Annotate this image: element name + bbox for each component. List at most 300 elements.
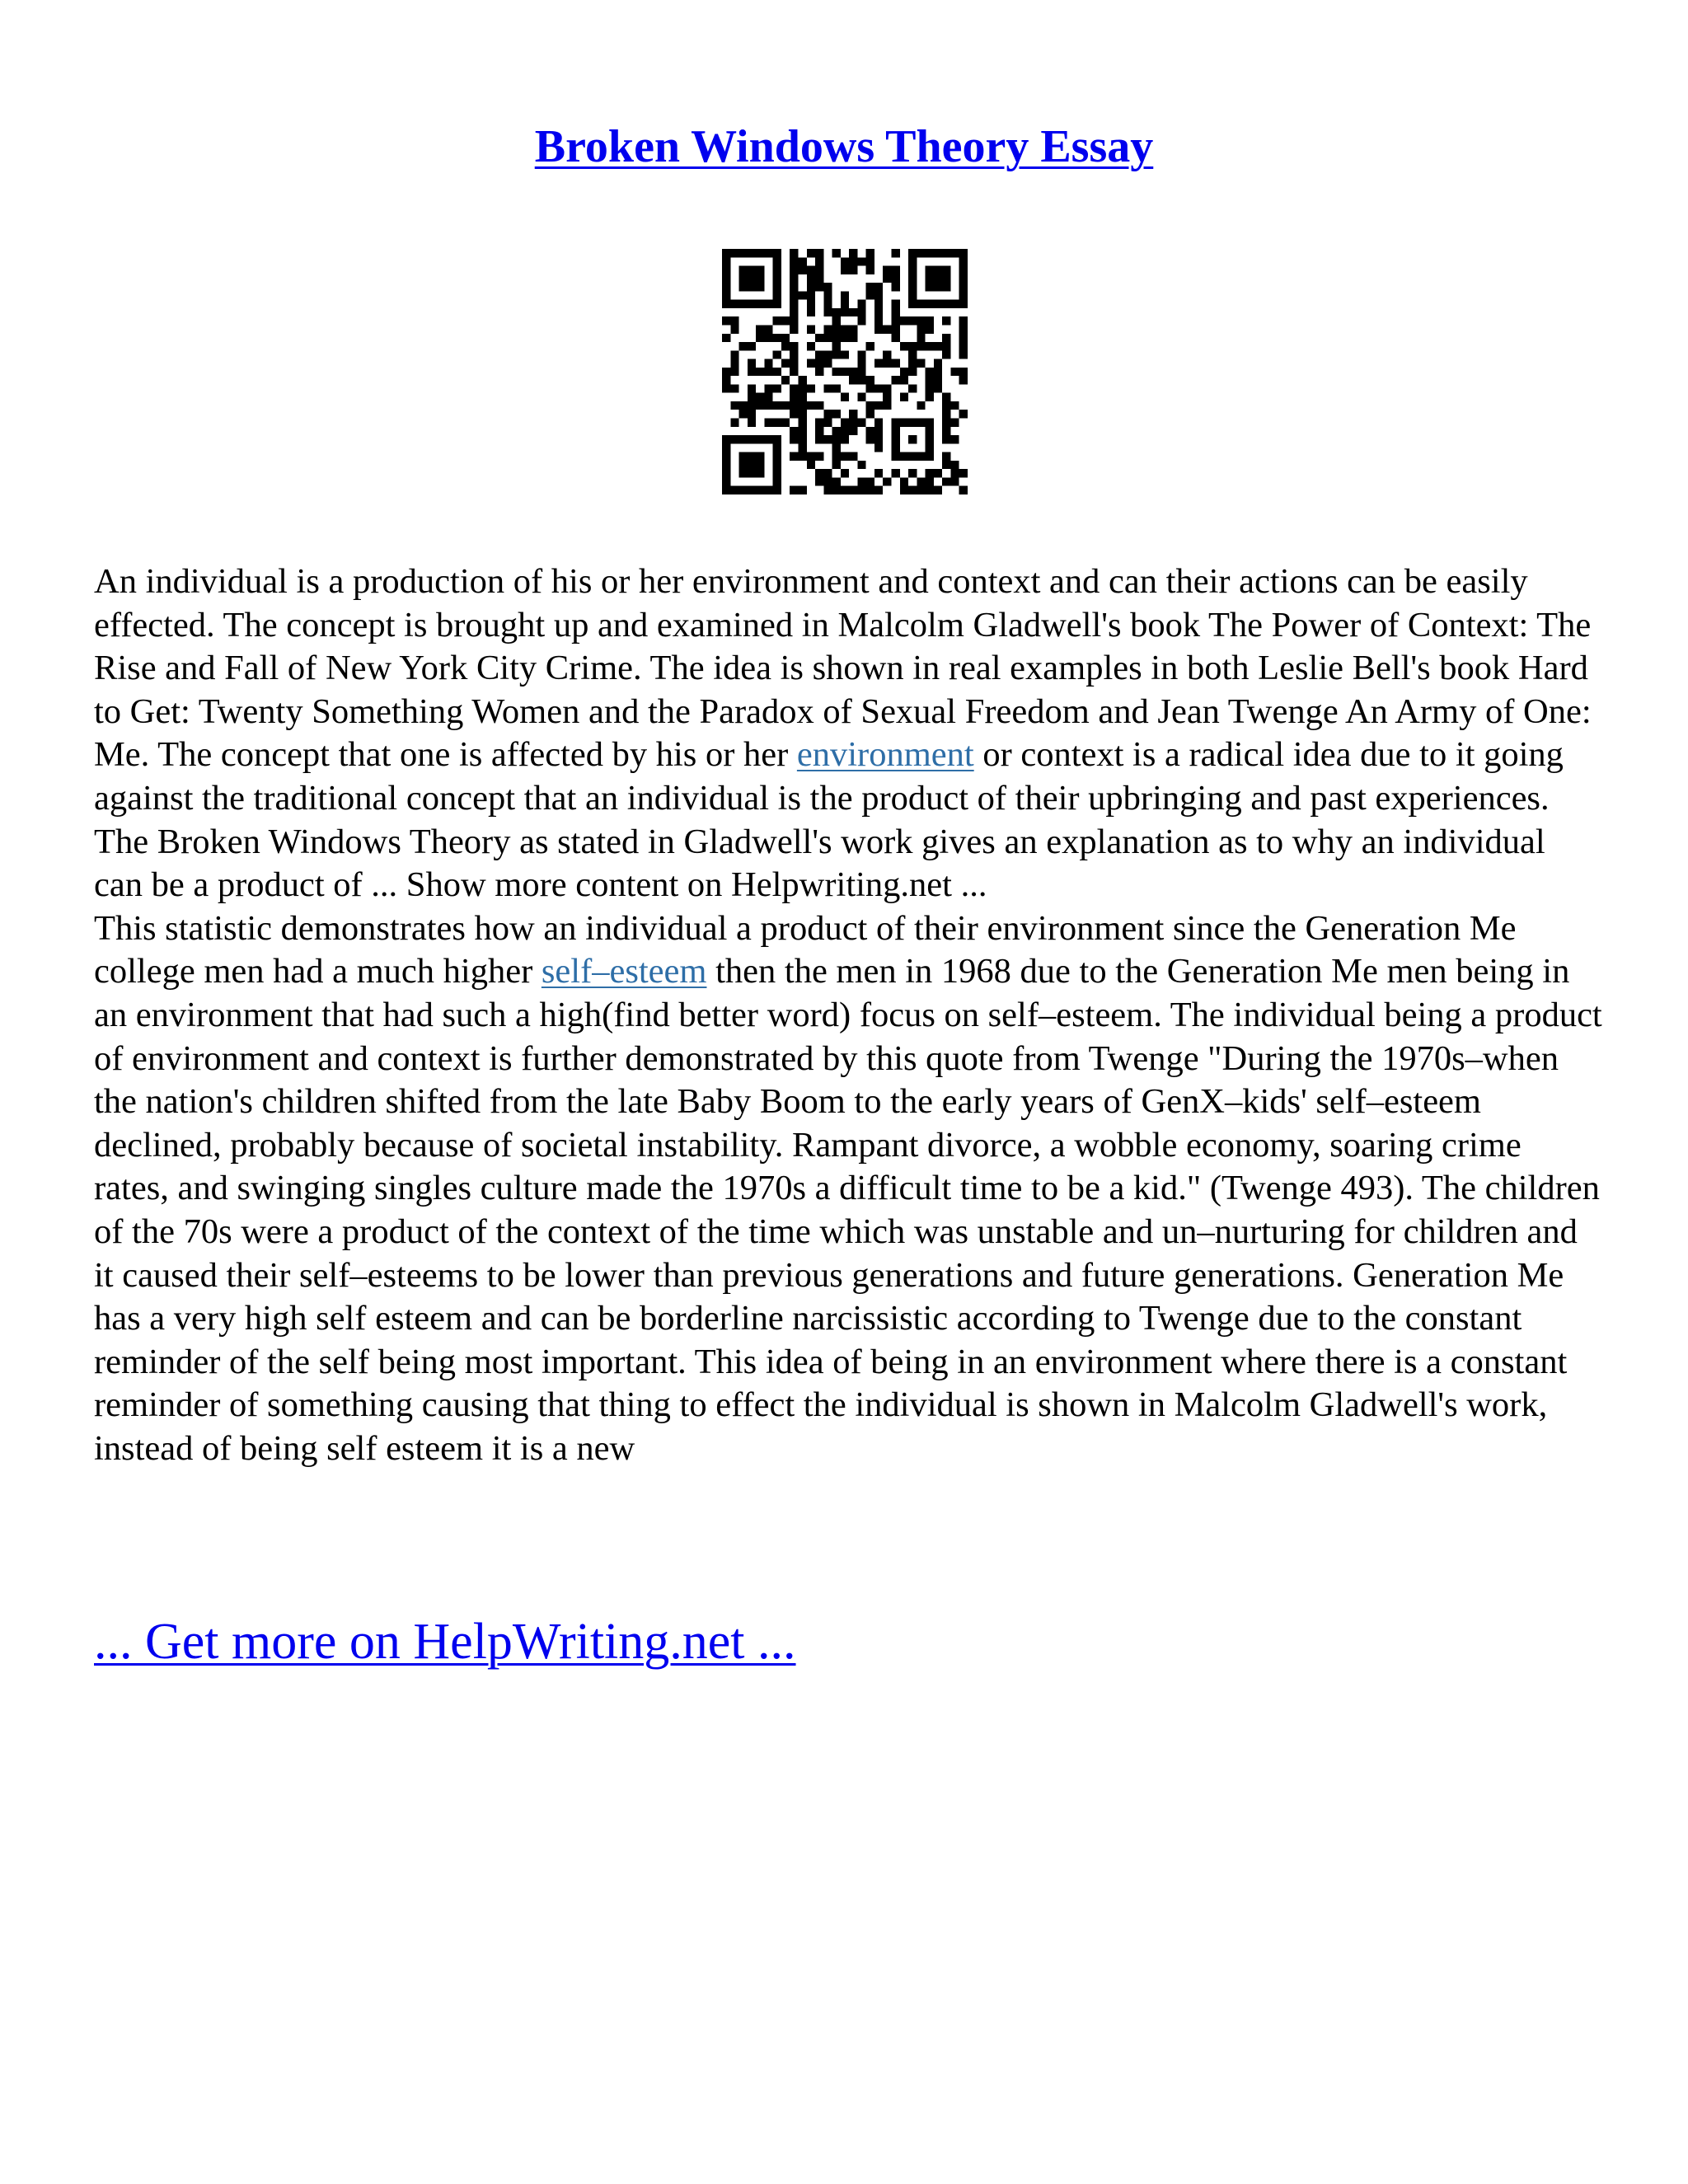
qr-module (756, 393, 764, 401)
qr-module (866, 477, 874, 485)
qr-module (773, 350, 781, 359)
qr-module (857, 461, 865, 469)
qr-module (798, 393, 806, 401)
qr-module (781, 359, 790, 368)
qr-module (959, 350, 968, 359)
qr-module (942, 435, 950, 443)
qr-module (832, 427, 841, 435)
qr-module (934, 359, 942, 368)
qr-module (790, 308, 798, 316)
qr-module (908, 316, 917, 325)
qr-module (815, 249, 823, 257)
qr-module (832, 368, 841, 376)
qr-module (790, 291, 798, 299)
qr-module (866, 249, 874, 257)
qr-module (841, 393, 849, 401)
qr-module (841, 291, 849, 299)
qr-module (849, 410, 857, 418)
qr-module (764, 419, 772, 427)
get-more-container (94, 1609, 796, 1675)
qr-module (900, 486, 908, 494)
qr-module (781, 316, 790, 325)
qr-module (900, 376, 908, 384)
qr-module (807, 359, 815, 368)
qr-module (773, 334, 781, 342)
qr-module (748, 401, 756, 410)
qr-module (815, 266, 823, 274)
qr-module (942, 477, 950, 485)
qr-module (959, 368, 968, 376)
qr-module (730, 350, 738, 359)
qr-module (807, 342, 815, 350)
qr-module (832, 325, 841, 333)
qr-module (798, 435, 806, 443)
qr-module (730, 368, 738, 376)
qr-module (857, 316, 865, 325)
qr-module (756, 401, 764, 410)
qr-module (926, 384, 934, 392)
qr-module (942, 334, 950, 342)
qr-module (798, 257, 806, 265)
qr-module (790, 359, 798, 368)
qr-module (849, 249, 857, 257)
qr-module (883, 401, 891, 410)
qr-module (798, 291, 806, 299)
qr-module (900, 368, 908, 376)
qr-module (892, 266, 900, 274)
qr-module (874, 283, 883, 291)
qr-module (773, 419, 781, 427)
qr-module (849, 325, 857, 333)
qr-module (934, 376, 942, 384)
qr-module (874, 427, 883, 435)
qr-module (849, 308, 857, 316)
qr-module (874, 316, 883, 325)
qr-module (849, 419, 857, 427)
qr-module (756, 325, 764, 333)
qr-module (807, 461, 815, 469)
qr-module (892, 376, 900, 384)
qr-module (857, 308, 865, 316)
qr-module (790, 342, 798, 350)
qr-module (841, 334, 849, 342)
qr-module (883, 350, 891, 359)
paragraph-2-text-start: This statistic demonstrates how an individual a product of their environment since the Generation Me college men had a much higher (94, 908, 1517, 991)
qr-module (908, 469, 917, 477)
qr-module (942, 401, 950, 410)
qr-module (790, 266, 798, 274)
qr-module (950, 461, 959, 469)
qr-module (722, 368, 730, 376)
qr-module (908, 359, 917, 368)
qr-module (798, 401, 806, 410)
qr-module (798, 266, 806, 274)
qr-module (722, 316, 730, 325)
qr-module (832, 342, 841, 350)
qr-module (832, 443, 841, 452)
qr-module (730, 316, 738, 325)
qr-module (841, 300, 849, 308)
qr-module (926, 325, 934, 333)
qr-module (756, 334, 764, 342)
qr-module (866, 486, 874, 494)
qr-module (942, 427, 950, 435)
qr-module (841, 325, 849, 333)
qr-module (883, 274, 891, 283)
qr-module (790, 274, 798, 283)
qr-module (841, 435, 849, 443)
qr-module (781, 401, 790, 410)
qr-module (866, 410, 874, 418)
qr-module (892, 469, 900, 477)
qr-module (748, 384, 756, 392)
qr-module (892, 274, 900, 283)
qr-module (764, 368, 772, 376)
qr-module (790, 316, 798, 325)
qr-module (748, 410, 756, 418)
qr-module (773, 384, 781, 392)
qr-module (926, 376, 934, 384)
qr-module (807, 283, 815, 291)
qr-module (917, 342, 925, 350)
qr-module (874, 401, 883, 410)
qr-module (874, 384, 883, 392)
page-title (0, 114, 1688, 180)
qr-module (950, 419, 959, 427)
qr-module (773, 401, 781, 410)
qr-module (857, 419, 865, 427)
qr-module (823, 477, 832, 485)
self-esteem-link[interactable]: self–esteem (541, 952, 707, 991)
qr-module (874, 291, 883, 299)
qr-module (883, 266, 891, 274)
qr-module (823, 419, 832, 427)
qr-module (857, 376, 865, 384)
qr-module (857, 477, 865, 485)
qr-module (764, 359, 772, 368)
qr-module (959, 325, 968, 333)
qr-module (866, 257, 874, 265)
qr-module (823, 308, 832, 316)
qr-module (815, 401, 823, 410)
qr-module (764, 334, 772, 342)
qr-module (790, 486, 798, 494)
qr-module (841, 350, 849, 359)
qr-module (841, 419, 849, 427)
qr-module (764, 325, 772, 333)
qr-module (917, 401, 925, 410)
qr-module (900, 393, 908, 401)
qr-module (917, 486, 925, 494)
qr-module (815, 452, 823, 461)
qr-module (866, 283, 874, 291)
qr-module (823, 291, 832, 299)
qr-module (790, 368, 798, 376)
qr-module (832, 435, 841, 443)
qr-module (849, 486, 857, 494)
qr-module (807, 325, 815, 333)
qr-module (832, 461, 841, 469)
qr-module (917, 325, 925, 333)
qr-module (917, 359, 925, 368)
qr-module (815, 274, 823, 283)
qr-module (790, 300, 798, 308)
qr-module (857, 393, 865, 401)
qr-module (815, 334, 823, 342)
qr-module (798, 376, 806, 384)
qr-module (841, 266, 849, 274)
qr-module (942, 350, 950, 359)
qr-module (908, 350, 917, 359)
qr-module (857, 257, 865, 265)
qr-module (892, 249, 900, 257)
qr-module (722, 384, 730, 392)
qr-module (815, 477, 823, 485)
qr-module (959, 469, 968, 477)
qr-module (942, 342, 950, 350)
qr-module (942, 393, 950, 401)
qr-module (790, 283, 798, 291)
essay-paragraph-1 (94, 560, 1602, 907)
qr-module (866, 266, 874, 274)
qr-module (892, 300, 900, 308)
qr-module (883, 477, 891, 485)
qr-module (900, 316, 908, 325)
qr-module (815, 359, 823, 368)
qr-module (942, 461, 950, 469)
qr-module (874, 325, 883, 333)
qr-module (841, 257, 849, 265)
qr-module (730, 359, 738, 368)
qr-module (790, 401, 798, 410)
qr-module (807, 249, 815, 257)
qr-module (908, 384, 917, 392)
qr-module (942, 410, 950, 418)
qr-module (950, 435, 959, 443)
qr-module (764, 384, 772, 392)
qr-module (798, 427, 806, 435)
qr-module (942, 419, 950, 427)
paragraph-1-text-start: An individual is a production of his or her environment and context and can their actions can be easily effected. The concept is brought up and examined in Malcolm Gladwell's book The Power of Context: The Rise and Fall of New York City Crime. The idea is shown in real examples in both Leslie Bell's book Hard to Get: Twenty Something Women and the Paradox of Sexual Freedom and Jean Twenge An Army of One: Me. The concept that one is affected by his or her (94, 562, 1592, 775)
qr-module (807, 452, 815, 461)
qr-module (748, 393, 756, 401)
qr-module (807, 266, 815, 274)
essay-body (94, 560, 1602, 1470)
qr-module (934, 342, 942, 350)
qr-module (841, 452, 849, 461)
qr-module (866, 401, 874, 410)
qr-module (832, 452, 841, 461)
qr-module (959, 376, 968, 384)
qr-module (798, 419, 806, 427)
qr-module (950, 401, 959, 410)
qr-module (866, 376, 874, 384)
qr-module (832, 486, 841, 494)
qr-module (866, 427, 874, 435)
qr-module (866, 291, 874, 299)
qr-module (959, 410, 968, 418)
qr-module (832, 334, 841, 342)
qr-module (874, 300, 883, 308)
get-more-link[interactable]: ... Get more on HelpWriting.net ... (94, 1614, 796, 1670)
qr-module (773, 368, 781, 376)
qr-module (781, 334, 790, 342)
qr-module (892, 283, 900, 291)
qr-module (773, 316, 781, 325)
qr-module (892, 334, 900, 342)
qr-module (841, 368, 849, 376)
qr-module (739, 410, 748, 418)
qr-module (883, 393, 891, 401)
qr-module (790, 452, 798, 461)
qr-module (857, 368, 865, 376)
qr-module (926, 342, 934, 350)
qr-module (874, 486, 883, 494)
paragraph-2-text-end: then the men in 1968 due to the Generation Me men being in an environment that had such a high(find better word) focus on self–esteem. The individual being a product of environment and context is further demonstrated by this quote from Twenge "During the 1970s–when the nation's children shifted from the late Baby Boom to the early years of GenX–kids' self–esteem declined, probably because of societal instability. Rampant divorce, a wobble economy, soaring crime rates, and swinging singles culture made the 1970s a difficult time to be a kid." (Twenge 493). The children of the 70s were a product of the context of the time which was unstable and un–nurturing for children and it caused their self–esteems to be lower than previous generations and future generations. Generation Me has a very high self esteem and can be borderline narcissistic according to Twenge due to the constant reminder of the self being most important. This idea of being in an environment where there is a constant reminder of something causing that thing to effect the individual is shown in Malcolm Gladwell's work, instead of being self esteem it is a new (94, 952, 1602, 1468)
qr-module (917, 316, 925, 325)
qr-module (815, 350, 823, 359)
qr-module (790, 325, 798, 333)
qr-module (823, 384, 832, 392)
qr-module (764, 401, 772, 410)
qr-module (748, 368, 756, 376)
qr-module (849, 376, 857, 384)
qr-module (849, 334, 857, 342)
qr-module (926, 393, 934, 401)
qr-module (790, 384, 798, 392)
qr-module (926, 477, 934, 485)
qr-module (892, 359, 900, 368)
qr-module (823, 469, 832, 477)
qr-module (823, 486, 832, 494)
qr-module (926, 469, 934, 477)
qr-module (857, 359, 865, 368)
qr-module (908, 342, 917, 350)
qr-module (900, 477, 908, 485)
qr-module (926, 486, 934, 494)
qr-module (841, 427, 849, 435)
qr-module (950, 469, 959, 477)
qr-module (730, 384, 738, 392)
qr-module (841, 469, 849, 477)
qr-module (874, 359, 883, 368)
qr-module (841, 308, 849, 316)
qr-module (857, 486, 865, 494)
qr-module (934, 384, 942, 392)
qr-module (823, 410, 832, 418)
paragraph-1-text-end: or context is a radical idea due to it going against the traditional concept that an individual is the product of their upbringing and past experiences. The Broken Windows Theory as stated in Gladwell's work gives an explanation as to why an individual can be a product of ... Show more content on Helpwriting.net ... (94, 735, 1564, 905)
qr-module (790, 435, 798, 443)
qr-module (883, 359, 891, 368)
environment-link[interactable]: environment (796, 735, 974, 775)
qr-module (874, 419, 883, 427)
qr-module (849, 368, 857, 376)
qr-module (832, 410, 841, 418)
qr-module (892, 316, 900, 325)
qr-module (739, 401, 748, 410)
qr-module (781, 376, 790, 384)
qr-module (807, 401, 815, 410)
qr-code-icon (722, 249, 968, 494)
qr-module (748, 359, 756, 368)
qr-module (807, 308, 815, 316)
qr-module (934, 469, 942, 477)
qr-module (917, 334, 925, 342)
qr-module (823, 334, 832, 342)
qr-module (926, 368, 934, 376)
qr-module (950, 477, 959, 485)
qr-module (917, 477, 925, 485)
qr-module (892, 325, 900, 333)
qr-module (883, 384, 891, 392)
qr-module (790, 257, 798, 265)
qr-module (748, 342, 756, 350)
qr-module (748, 419, 756, 427)
qr-module (815, 435, 823, 443)
qr-module (832, 384, 841, 392)
qr-module (823, 300, 832, 308)
qr-module (874, 443, 883, 452)
qr-module (739, 342, 748, 350)
qr-module (790, 393, 798, 401)
qr-module (841, 486, 849, 494)
qr-module (730, 325, 738, 333)
qr-module (874, 469, 883, 477)
qr-module (908, 368, 917, 376)
qr-module (849, 452, 857, 461)
qr-module (790, 249, 798, 257)
qr-module (874, 308, 883, 316)
qr-module (756, 368, 764, 376)
qr-module (866, 342, 874, 350)
qr-module (730, 419, 738, 427)
qr-module (722, 334, 730, 342)
qr-module (764, 393, 772, 401)
qr-module (815, 283, 823, 291)
qr-module (730, 401, 738, 410)
qr-module (892, 308, 900, 316)
qr-module (798, 452, 806, 461)
qr-module (883, 325, 891, 333)
qr-module (798, 384, 806, 392)
qr-module (823, 435, 832, 443)
qr-module (849, 427, 857, 435)
qr-module (790, 410, 798, 418)
qr-module (959, 342, 968, 350)
qr-module (874, 435, 883, 443)
qr-module (798, 443, 806, 452)
qr-module (950, 368, 959, 376)
qr-module (934, 486, 942, 494)
qr-module (823, 283, 832, 291)
qr-module (832, 249, 841, 257)
qr-module (926, 316, 934, 325)
qr-module (866, 384, 874, 392)
qr-module (832, 308, 841, 316)
qr-module (857, 300, 865, 308)
qr-module (908, 486, 917, 494)
qr-module (942, 452, 950, 461)
qr-module (866, 435, 874, 443)
qr-module (790, 350, 798, 359)
qr-module (798, 410, 806, 418)
qr-module (900, 342, 908, 350)
qr-module (942, 316, 950, 325)
qr-module (722, 376, 730, 384)
title-link[interactable]: Broken Windows Theory Essay (534, 121, 1154, 172)
qr-module (823, 325, 832, 333)
qr-module (807, 274, 815, 283)
